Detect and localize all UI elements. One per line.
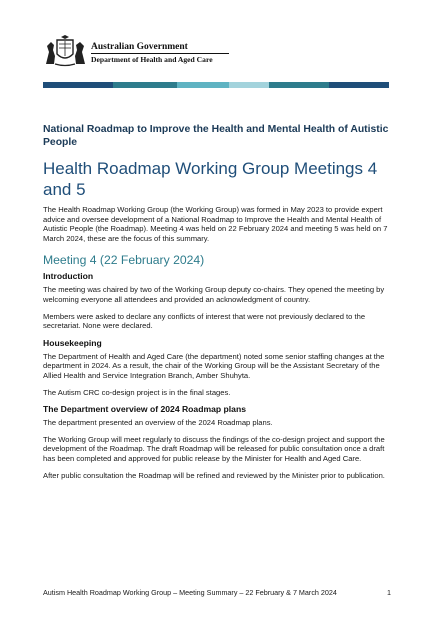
paragraph: The Autism CRC co-design project is in the final stages.	[43, 387, 231, 397]
government-name: Australian Government	[91, 42, 188, 52]
document-subtitle: National Roadmap to Improve the Health and Mental Health of Autistic People	[43, 124, 389, 148]
header-color-band	[43, 82, 389, 88]
section-heading-roadmap-plans: The Department overview of 2024 Roadmap plans	[43, 404, 246, 415]
document-body	[43, 124, 391, 480]
paragraph: After public consultation the Roadmap will be refined and reviewed by the Minister prior to publication.	[43, 470, 385, 480]
band-segment	[269, 82, 329, 88]
coat-of-arms-icon	[43, 34, 87, 68]
footer-text: Autism Health Roadmap Working Group – Meeting Summary – 22 February & 7 March 2024	[43, 588, 337, 597]
government-logo	[43, 34, 243, 70]
band-segment	[43, 82, 113, 88]
section-heading-introduction: Introduction	[43, 271, 94, 282]
band-segment	[329, 82, 389, 88]
paragraph: Members were asked to declare any conflicts of interest that were not previously declared to the secretariat. None were declared.	[43, 311, 366, 331]
paragraph: The Working Group will meet regularly to discuss the findings of the co-design project and support the development of the Roadmap. The draft Roadmap will be released for public consultation once a draft has been completed and approved for public release by the Minister for Health and Aged Care.	[43, 434, 385, 463]
logo-divider	[91, 53, 229, 54]
meeting-heading: Meeting 4 (22 February 2024)	[43, 253, 205, 268]
section-heading-housekeeping: Housekeeping	[43, 337, 102, 348]
paragraph: The meeting was chaired by two of the Working Group deputy co-chairs. They opened the meeting by welcoming everyone all attendees and provided an acknowledgment of country.	[43, 285, 385, 304]
band-segment	[229, 82, 269, 88]
page-number: 1	[387, 588, 391, 597]
document-title: Health Roadmap Working Group Meetings 4 and 5	[43, 159, 378, 199]
paragraph: The Department of Health and Aged Care (the department) noted some senior staffing changes at the department in 2024. As a result, the chair of the Working Group will be the Assistant Secretary of the Allied Health and Service Integration Branch, Amber Shuhyta.	[43, 351, 385, 380]
department-name: Department of Health and Aged Care	[91, 55, 213, 64]
intro-paragraph: The Health Roadmap Working Group (the Working Group) was formed in May 2023 to provide expert advice and oversee development of a National Roadmap to Improve the Health and Mental Health of Autistic People (the Roadmap). Meeting 4 was held on 22 February 2024 and meeting 5 was held on 7 March 2024, these are the focus of this summary.	[43, 205, 388, 243]
paragraph: The department presented an overview of the 2024 Roadmap plans.	[43, 418, 273, 428]
band-segment	[177, 82, 229, 88]
band-segment	[113, 82, 177, 88]
